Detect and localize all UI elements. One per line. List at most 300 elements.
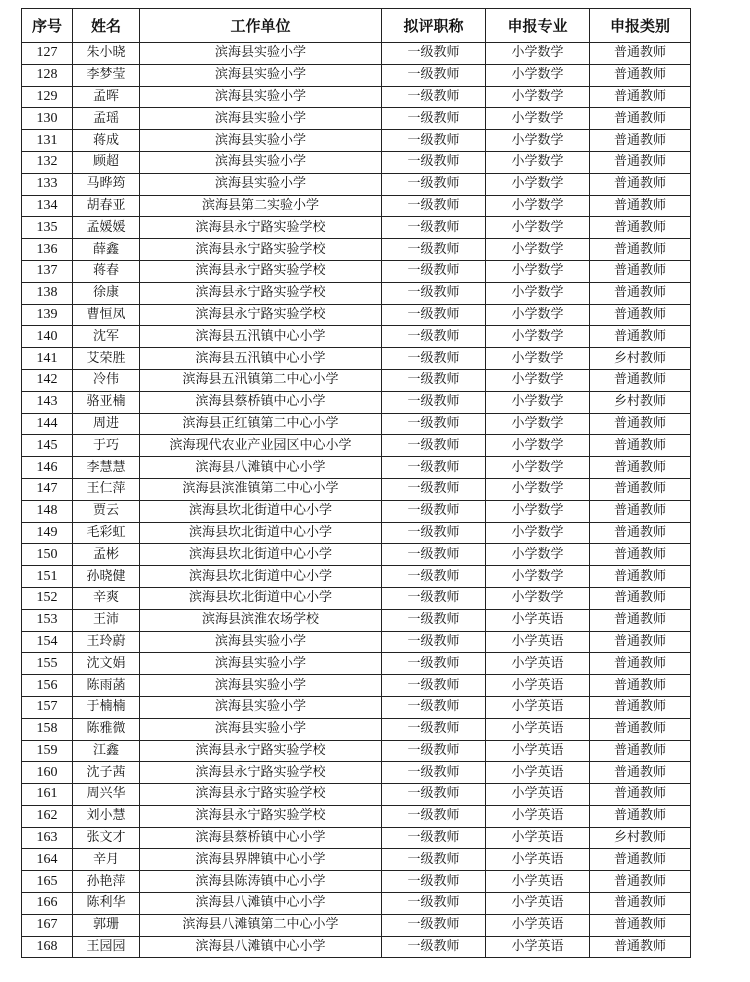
cell-name: 江鑫 <box>73 740 140 762</box>
cell-name: 徐康 <box>73 282 140 304</box>
cell-major: 小学数学 <box>486 173 590 195</box>
cell-title: 一级教师 <box>382 653 486 675</box>
cell-seq: 144 <box>22 413 73 435</box>
cell-workplace: 滨海县五汛镇中心小学 <box>140 326 382 348</box>
cell-workplace: 滨海县界牌镇中心小学 <box>140 849 382 871</box>
table-row <box>22 827 691 849</box>
table-row <box>22 805 691 827</box>
cell-title: 一级教师 <box>382 784 486 806</box>
cell-name: 李慧慧 <box>73 457 140 479</box>
cell-workplace: 滨海县八滩镇中心小学 <box>140 457 382 479</box>
cell-title: 一级教师 <box>382 239 486 261</box>
table-row <box>22 631 691 653</box>
cell-workplace: 滨海县永宁路实验学校 <box>140 217 382 239</box>
cell-title: 一级教师 <box>382 260 486 282</box>
cell-workplace: 滨海县五汛镇中心小学 <box>140 348 382 370</box>
cell-seq: 133 <box>22 173 73 195</box>
cell-category: 普通教师 <box>590 566 691 588</box>
cell-title: 一级教师 <box>382 108 486 130</box>
cell-name: 王园园 <box>73 936 140 958</box>
cell-seq: 155 <box>22 653 73 675</box>
table-row <box>22 435 691 457</box>
cell-major: 小学英语 <box>486 740 590 762</box>
cell-name: 周进 <box>73 413 140 435</box>
cell-title: 一级教师 <box>382 609 486 631</box>
cell-workplace: 滨海县永宁路实验学校 <box>140 740 382 762</box>
cell-seq: 130 <box>22 108 73 130</box>
cell-workplace: 滨海县实验小学 <box>140 173 382 195</box>
cell-category: 普通教师 <box>590 457 691 479</box>
cell-major: 小学数学 <box>486 130 590 152</box>
cell-name: 周兴华 <box>73 784 140 806</box>
cell-workplace: 滨海县第二实验小学 <box>140 195 382 217</box>
cell-workplace: 滨海县实验小学 <box>140 675 382 697</box>
cell-seq: 135 <box>22 217 73 239</box>
cell-name: 孙晓健 <box>73 566 140 588</box>
cell-category: 普通教师 <box>590 369 691 391</box>
cell-name: 王仁萍 <box>73 478 140 500</box>
table-row <box>22 544 691 566</box>
header-name: 姓名 <box>73 9 140 43</box>
cell-category: 普通教师 <box>590 762 691 784</box>
cell-seq: 164 <box>22 849 73 871</box>
cell-major: 小学数学 <box>486 457 590 479</box>
cell-category: 乡村教师 <box>590 348 691 370</box>
cell-major: 小学数学 <box>486 587 590 609</box>
cell-name: 王玲蔚 <box>73 631 140 653</box>
cell-seq: 167 <box>22 914 73 936</box>
cell-workplace: 滨海县实验小学 <box>140 718 382 740</box>
cell-title: 一级教师 <box>382 130 486 152</box>
cell-name: 薛鑫 <box>73 239 140 261</box>
cell-title: 一级教师 <box>382 413 486 435</box>
cell-seq: 149 <box>22 522 73 544</box>
cell-title: 一级教师 <box>382 304 486 326</box>
cell-title: 一级教师 <box>382 544 486 566</box>
cell-seq: 161 <box>22 784 73 806</box>
table-row <box>22 522 691 544</box>
cell-title: 一级教师 <box>382 936 486 958</box>
cell-major: 小学英语 <box>486 653 590 675</box>
cell-major: 小学英语 <box>486 675 590 697</box>
table-row <box>22 348 691 370</box>
table-row <box>22 893 691 915</box>
table-row <box>22 762 691 784</box>
cell-category: 普通教师 <box>590 522 691 544</box>
cell-title: 一级教师 <box>382 151 486 173</box>
table-row <box>22 849 691 871</box>
cell-major: 小学数学 <box>486 195 590 217</box>
table-row <box>22 64 691 86</box>
cell-seq: 145 <box>22 435 73 457</box>
cell-category: 普通教师 <box>590 304 691 326</box>
table-row <box>22 304 691 326</box>
cell-title: 一级教师 <box>382 522 486 544</box>
cell-category: 普通教师 <box>590 871 691 893</box>
table-row <box>22 587 691 609</box>
cell-category: 乡村教师 <box>590 391 691 413</box>
cell-title: 一级教师 <box>382 805 486 827</box>
cell-category: 普通教师 <box>590 805 691 827</box>
cell-category: 普通教师 <box>590 653 691 675</box>
cell-title: 一级教师 <box>382 282 486 304</box>
header-title: 拟评职称 <box>382 9 486 43</box>
table-row <box>22 43 691 65</box>
cell-title: 一级教师 <box>382 893 486 915</box>
cell-seq: 134 <box>22 195 73 217</box>
cell-major: 小学英语 <box>486 914 590 936</box>
cell-workplace: 滨海县永宁路实验学校 <box>140 304 382 326</box>
table-row <box>22 195 691 217</box>
cell-category: 乡村教师 <box>590 827 691 849</box>
cell-seq: 150 <box>22 544 73 566</box>
cell-seq: 132 <box>22 151 73 173</box>
cell-major: 小学数学 <box>486 64 590 86</box>
header-major: 申报专业 <box>486 9 590 43</box>
cell-workplace: 滨海县实验小学 <box>140 151 382 173</box>
cell-name: 李梦莹 <box>73 64 140 86</box>
cell-category: 普通教师 <box>590 282 691 304</box>
cell-category: 普通教师 <box>590 195 691 217</box>
cell-major: 小学数学 <box>486 304 590 326</box>
table-row <box>22 413 691 435</box>
cell-category: 普通教师 <box>590 130 691 152</box>
cell-workplace: 滨海县坎北街道中心小学 <box>140 566 382 588</box>
cell-name: 马晔筠 <box>73 173 140 195</box>
cell-major: 小学英语 <box>486 871 590 893</box>
table-row <box>22 86 691 108</box>
cell-title: 一级教师 <box>382 195 486 217</box>
cell-category: 普通教师 <box>590 239 691 261</box>
table-row <box>22 369 691 391</box>
cell-workplace: 滨海县陈涛镇中心小学 <box>140 871 382 893</box>
table-row <box>22 740 691 762</box>
cell-major: 小学数学 <box>486 369 590 391</box>
cell-workplace: 滨海县永宁路实验学校 <box>140 260 382 282</box>
cell-name: 孟彬 <box>73 544 140 566</box>
cell-workplace: 滨海现代农业产业园区中心小学 <box>140 435 382 457</box>
cell-category: 普通教师 <box>590 86 691 108</box>
table-row <box>22 500 691 522</box>
cell-major: 小学英语 <box>486 893 590 915</box>
cell-category: 普通教师 <box>590 740 691 762</box>
cell-workplace: 滨海县八滩镇中心小学 <box>140 893 382 915</box>
cell-workplace: 滨海县永宁路实验学校 <box>140 762 382 784</box>
cell-major: 小学英语 <box>486 762 590 784</box>
cell-category: 普通教师 <box>590 151 691 173</box>
header-row <box>22 9 691 43</box>
cell-title: 一级教师 <box>382 675 486 697</box>
cell-title: 一级教师 <box>382 369 486 391</box>
cell-category: 普通教师 <box>590 936 691 958</box>
table-row <box>22 260 691 282</box>
cell-seq: 153 <box>22 609 73 631</box>
cell-name: 沈军 <box>73 326 140 348</box>
table-row <box>22 653 691 675</box>
cell-seq: 156 <box>22 675 73 697</box>
cell-name: 沈子茜 <box>73 762 140 784</box>
cell-workplace: 滨海县八滩镇第二中心小学 <box>140 914 382 936</box>
cell-name: 张文才 <box>73 827 140 849</box>
cell-name: 刘小慧 <box>73 805 140 827</box>
cell-workplace: 滨海县坎北街道中心小学 <box>140 500 382 522</box>
cell-title: 一级教师 <box>382 217 486 239</box>
cell-workplace: 滨海县永宁路实验学校 <box>140 239 382 261</box>
cell-category: 普通教师 <box>590 696 691 718</box>
cell-title: 一级教师 <box>382 173 486 195</box>
cell-title: 一级教师 <box>382 566 486 588</box>
cell-seq: 143 <box>22 391 73 413</box>
cell-major: 小学数学 <box>486 500 590 522</box>
cell-major: 小学数学 <box>486 566 590 588</box>
cell-workplace: 滨海县蔡桥镇中心小学 <box>140 827 382 849</box>
cell-name: 王沛 <box>73 609 140 631</box>
cell-major: 小学英语 <box>486 805 590 827</box>
cell-category: 普通教师 <box>590 544 691 566</box>
cell-seq: 141 <box>22 348 73 370</box>
cell-category: 普通教师 <box>590 217 691 239</box>
cell-workplace: 滨海县坎北街道中心小学 <box>140 587 382 609</box>
cell-workplace: 滨海县蔡桥镇中心小学 <box>140 391 382 413</box>
cell-major: 小学数学 <box>486 478 590 500</box>
cell-workplace: 滨海县坎北街道中心小学 <box>140 544 382 566</box>
cell-major: 小学数学 <box>486 239 590 261</box>
cell-major: 小学数学 <box>486 413 590 435</box>
cell-category: 普通教师 <box>590 173 691 195</box>
cell-major: 小学数学 <box>486 348 590 370</box>
cell-title: 一级教师 <box>382 391 486 413</box>
cell-seq: 168 <box>22 936 73 958</box>
cell-title: 一级教师 <box>382 696 486 718</box>
cell-name: 辛爽 <box>73 587 140 609</box>
cell-category: 普通教师 <box>590 849 691 871</box>
table-row <box>22 566 691 588</box>
cell-major: 小学数学 <box>486 544 590 566</box>
cell-title: 一级教师 <box>382 740 486 762</box>
cell-title: 一级教师 <box>382 718 486 740</box>
table-row <box>22 151 691 173</box>
cell-major: 小学英语 <box>486 609 590 631</box>
cell-major: 小学数学 <box>486 108 590 130</box>
cell-category: 普通教师 <box>590 784 691 806</box>
table-row <box>22 936 691 958</box>
cell-major: 小学数学 <box>486 86 590 108</box>
cell-title: 一级教师 <box>382 435 486 457</box>
cell-category: 普通教师 <box>590 609 691 631</box>
cell-seq: 128 <box>22 64 73 86</box>
cell-name: 陈雨菡 <box>73 675 140 697</box>
table-row <box>22 478 691 500</box>
cell-major: 小学数学 <box>486 43 590 65</box>
cell-name: 陈利华 <box>73 893 140 915</box>
cell-seq: 152 <box>22 587 73 609</box>
cell-major: 小学数学 <box>486 217 590 239</box>
cell-title: 一级教师 <box>382 326 486 348</box>
cell-seq: 138 <box>22 282 73 304</box>
roster-table <box>21 8 691 958</box>
cell-major: 小学数学 <box>486 435 590 457</box>
cell-title: 一级教师 <box>382 500 486 522</box>
cell-seq: 154 <box>22 631 73 653</box>
cell-seq: 136 <box>22 239 73 261</box>
cell-title: 一级教师 <box>382 631 486 653</box>
cell-major: 小学英语 <box>486 784 590 806</box>
cell-name: 蒋成 <box>73 130 140 152</box>
cell-workplace: 滨海县实验小学 <box>140 653 382 675</box>
cell-seq: 139 <box>22 304 73 326</box>
cell-seq: 159 <box>22 740 73 762</box>
cell-category: 普通教师 <box>590 914 691 936</box>
cell-workplace: 滨海县实验小学 <box>140 86 382 108</box>
cell-workplace: 滨海县实验小学 <box>140 631 382 653</box>
table-row <box>22 239 691 261</box>
cell-name: 孟晖 <box>73 86 140 108</box>
cell-name: 郭珊 <box>73 914 140 936</box>
cell-category: 普通教师 <box>590 478 691 500</box>
cell-seq: 163 <box>22 827 73 849</box>
cell-workplace: 滨海县实验小学 <box>140 130 382 152</box>
cell-seq: 160 <box>22 762 73 784</box>
cell-category: 普通教师 <box>590 718 691 740</box>
cell-category: 普通教师 <box>590 413 691 435</box>
cell-title: 一级教师 <box>382 849 486 871</box>
cell-major: 小学英语 <box>486 696 590 718</box>
cell-name: 胡春亚 <box>73 195 140 217</box>
cell-major: 小学英语 <box>486 849 590 871</box>
cell-major: 小学英语 <box>486 631 590 653</box>
cell-title: 一级教师 <box>382 478 486 500</box>
cell-workplace: 滨海县实验小学 <box>140 108 382 130</box>
table-row <box>22 609 691 631</box>
cell-category: 普通教师 <box>590 326 691 348</box>
table-row <box>22 784 691 806</box>
table-row <box>22 391 691 413</box>
cell-seq: 151 <box>22 566 73 588</box>
cell-workplace: 滨海县永宁路实验学校 <box>140 784 382 806</box>
cell-name: 冷伟 <box>73 369 140 391</box>
cell-seq: 146 <box>22 457 73 479</box>
cell-name: 顾超 <box>73 151 140 173</box>
cell-category: 普通教师 <box>590 631 691 653</box>
cell-workplace: 滨海县永宁路实验学校 <box>140 282 382 304</box>
cell-category: 普通教师 <box>590 435 691 457</box>
table-row <box>22 173 691 195</box>
cell-seq: 157 <box>22 696 73 718</box>
cell-major: 小学英语 <box>486 718 590 740</box>
cell-seq: 162 <box>22 805 73 827</box>
cell-title: 一级教师 <box>382 457 486 479</box>
header-workplace: 工作单位 <box>140 9 382 43</box>
cell-name: 孟瑶 <box>73 108 140 130</box>
cell-name: 孙艳萍 <box>73 871 140 893</box>
cell-title: 一级教师 <box>382 348 486 370</box>
cell-name: 曹恒凤 <box>73 304 140 326</box>
cell-workplace: 滨海县滨淮农场学校 <box>140 609 382 631</box>
cell-category: 普通教师 <box>590 893 691 915</box>
cell-name: 艾荣胜 <box>73 348 140 370</box>
cell-name: 陈雅微 <box>73 718 140 740</box>
cell-seq: 166 <box>22 893 73 915</box>
cell-title: 一级教师 <box>382 827 486 849</box>
cell-name: 孟媛媛 <box>73 217 140 239</box>
cell-name: 于楠楠 <box>73 696 140 718</box>
cell-category: 普通教师 <box>590 587 691 609</box>
cell-workplace: 滨海县滨淮镇第二中心小学 <box>140 478 382 500</box>
cell-seq: 147 <box>22 478 73 500</box>
cell-category: 普通教师 <box>590 260 691 282</box>
cell-seq: 127 <box>22 43 73 65</box>
table-row <box>22 696 691 718</box>
cell-name: 辛月 <box>73 849 140 871</box>
table-row <box>22 326 691 348</box>
table-row <box>22 675 691 697</box>
cell-title: 一级教师 <box>382 64 486 86</box>
cell-name: 沈文娟 <box>73 653 140 675</box>
cell-workplace: 滨海县永宁路实验学校 <box>140 805 382 827</box>
table-row <box>22 217 691 239</box>
cell-workplace: 滨海县坎北街道中心小学 <box>140 522 382 544</box>
cell-seq: 142 <box>22 369 73 391</box>
cell-category: 普通教师 <box>590 675 691 697</box>
cell-workplace: 滨海县八滩镇中心小学 <box>140 936 382 958</box>
cell-seq: 129 <box>22 86 73 108</box>
cell-seq: 148 <box>22 500 73 522</box>
cell-major: 小学英语 <box>486 827 590 849</box>
cell-seq: 165 <box>22 871 73 893</box>
cell-seq: 137 <box>22 260 73 282</box>
cell-category: 普通教师 <box>590 108 691 130</box>
table-body <box>22 43 691 958</box>
cell-title: 一级教师 <box>382 86 486 108</box>
cell-name: 毛彩虹 <box>73 522 140 544</box>
cell-workplace: 滨海县正红镇第二中心小学 <box>140 413 382 435</box>
cell-category: 普通教师 <box>590 500 691 522</box>
cell-title: 一级教师 <box>382 762 486 784</box>
cell-workplace: 滨海县实验小学 <box>140 696 382 718</box>
cell-major: 小学数学 <box>486 522 590 544</box>
cell-major: 小学数学 <box>486 282 590 304</box>
cell-name: 蒋春 <box>73 260 140 282</box>
table-row <box>22 457 691 479</box>
cell-name: 于巧 <box>73 435 140 457</box>
cell-title: 一级教师 <box>382 43 486 65</box>
cell-major: 小学数学 <box>486 260 590 282</box>
table-row <box>22 718 691 740</box>
cell-seq: 131 <box>22 130 73 152</box>
cell-name: 贾云 <box>73 500 140 522</box>
cell-name: 朱小晓 <box>73 43 140 65</box>
table-row <box>22 871 691 893</box>
table-row <box>22 130 691 152</box>
cell-workplace: 滨海县实验小学 <box>140 43 382 65</box>
cell-workplace: 滨海县实验小学 <box>140 64 382 86</box>
cell-major: 小学数学 <box>486 391 590 413</box>
header-category: 申报类别 <box>590 9 691 43</box>
cell-title: 一级教师 <box>382 871 486 893</box>
cell-category: 普通教师 <box>590 43 691 65</box>
cell-major: 小学数学 <box>486 326 590 348</box>
table-row <box>22 282 691 304</box>
cell-category: 普通教师 <box>590 64 691 86</box>
cell-seq: 140 <box>22 326 73 348</box>
cell-major: 小学数学 <box>486 151 590 173</box>
cell-title: 一级教师 <box>382 587 486 609</box>
cell-seq: 158 <box>22 718 73 740</box>
table-row <box>22 108 691 130</box>
header-seq: 序号 <box>22 9 73 43</box>
table-row <box>22 914 691 936</box>
cell-major: 小学英语 <box>486 936 590 958</box>
